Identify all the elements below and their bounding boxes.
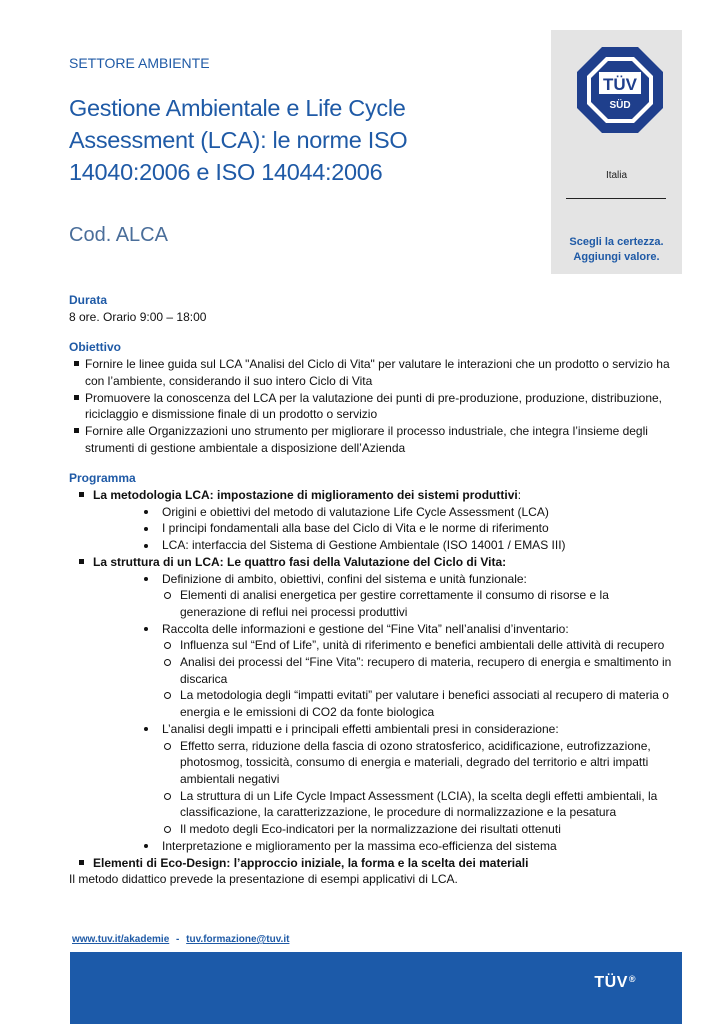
subtopic-item: Elementi di analisi energetica per gestire correttamente il consumo di risorse e la generazione di reflui nei processi produttivi — [162, 587, 677, 620]
course-title: Gestione Ambientale e Life Cycle Assessment (LCA): le norme ISO 14040:2006 e ISO 14044:2006 — [69, 95, 408, 185]
subtopic-item: Il medoto degli Eco-indicatori per la normalizzazione dei risultati ottenuti — [162, 821, 677, 838]
topic-item: I principi fondamentali alla base del Ciclo di Vita e le norme di riferimento — [137, 520, 677, 537]
brand-slogan — [551, 235, 682, 265]
programma-module — [69, 554, 677, 855]
subtopic-item: La struttura di un Life Cycle Impact Assessment (LCIA), la scelta degli effetti ambientali, la classificazione, la caratterizzazione, le procedure di normalizzazione e la pesatura — [162, 788, 677, 821]
obiettivo-item: Fornire le linee guida sul LCA "Analisi del Ciclo di Vita" per valutare le interazioni che un prodotto o servizio ha con l’ambiente, considerando il suo intero Ciclo di Vita — [69, 356, 677, 389]
slogan-line-1: Scegli la certezza. — [569, 236, 664, 248]
programma-heading: Programma — [69, 471, 136, 486]
topic-item: L’analisi degli impatti e i principali effetti ambientali presi in considerazione: Effetto serra, riduzione della fascia di ozono stratosferico, acidificazione, eutrofizzazione, photosmog, tossicità, consumo di energia e materiali, degrado del territorio e altri impatti ambientali negativi La struttura di un Life Cycle Impact Assessment (LCIA), la scelta degli effetti ambientali, la classificazione, la caratterizzazione, le procedure di normalizzazione e la pesatura Il medoto degli Eco-indicatori per la normalizzazione dei risultati ottenuti — [137, 721, 677, 838]
brand-divider — [566, 198, 666, 199]
course-code: Cod. ALCA — [69, 224, 168, 246]
obiettivo-heading: Obiettivo — [69, 340, 122, 355]
subtopic-item: La metodologia degli “impatti evitati” per valutare i benefici associati al recupero di materia o energia e le emissioni di CO2 da fonte biologica — [162, 687, 677, 720]
brand-country: Italia — [605, 170, 628, 181]
topic-item: Origini e obiettivi del metodo di valutazione Life Cycle Assessment (LCA) — [137, 504, 677, 521]
brand-panel — [551, 30, 682, 274]
module-title: La struttura di un LCA: Le quattro fasi della Valutazione del Ciclo di Vita: — [93, 554, 507, 569]
module-title: La metodologia LCA: impostazione di miglioramento dei sistemi produttivi — [93, 488, 518, 503]
subtopic-list — [162, 587, 677, 620]
svg-text:SÜD: SÜD — [609, 100, 631, 111]
topic-item: Definizione di ambito, obiettivi, confini del sistema e unità funzionale: Elementi di analisi energetica per gestire correttamente il consumo di risorse e la generazione di reflui nei processi produttivi — [137, 571, 677, 621]
website-link[interactable]: www.tuv.it/akademie — [72, 934, 170, 945]
obiettivo-list — [69, 356, 677, 456]
programma-list — [69, 487, 677, 871]
tuv-sud-logo-icon — [575, 45, 665, 135]
subtopic-item: Effetto serra, riduzione della fascia di ozono stratosferico, acidificazione, eutrofizzazione, photosmog, tossicità, consumo di energia e materiali, degrado del territorio e altri impatti ambientali negativi — [162, 738, 677, 788]
subtopic-list — [162, 637, 677, 721]
course-content — [69, 292, 677, 888]
topic-item: LCA: interfaccia del Sistema di Gestione Ambientale (ISO 14001 / EMAS III) — [137, 537, 677, 554]
email-link[interactable]: tuv.formazione@tuv.it — [186, 934, 290, 945]
module-topics — [137, 571, 677, 855]
programma-module — [69, 855, 677, 872]
subtopic-item: Influenza sul “End of Life”, unità di riferimento e benefici ambientali delle attività di recupero — [162, 637, 677, 654]
module-title: Elementi di Eco-Design: l’approccio iniziale, la forma e la scelta dei materiali — [93, 855, 529, 870]
contact-links: www.tuv.it/akademie - tuv.formazione@tuv.it — [72, 934, 290, 945]
sector-label: SETTORE AMBIENTE — [69, 55, 210, 71]
closing-note: Il metodo didattico prevede la presentazione di esempi applicativi di LCA. — [69, 872, 458, 887]
subtopic-list — [162, 738, 677, 838]
durata-text: 8 ore. Orario 9:00 – 18:00 — [69, 309, 207, 324]
footer-bar — [70, 952, 682, 1024]
topic-item: Raccolta delle informazioni e gestione del “Fine Vita” nell’analisi d’inventario: Influenza sul “End of Life”, unità di riferimento e benefici ambientali delle attività di recupero Analisi dei processi del “Fine Vita”: recupero di materia, recupero di energia e smaltimento in discarica La metodologia degli “impatti evitati” per valutare i benefici associati al recupero di materia o energia e le emissioni di CO2 da fonte biologica — [137, 621, 677, 721]
obiettivo-item: Promuovere la conoscenza del LCA per la valutazione dei punti di pre-produzione, produzione, distribuzione, riciclaggio e dismissione finale di un prodotto o servizio — [69, 390, 677, 423]
topic-item: Interpretazione e miglioramento per la massima eco-efficienza del sistema — [137, 838, 677, 855]
svg-text:TÜV: TÜV — [603, 75, 637, 94]
slogan-line-2: Aggiungi valore. — [573, 251, 660, 263]
subtopic-item: Analisi dei processi del “Fine Vita”: recupero di materia, recupero di energia e smaltimento in discarica — [162, 654, 677, 687]
module-topics — [137, 504, 677, 554]
footer-brand: TÜV® — [594, 974, 636, 991]
programma-module: La metodologia LCA: impostazione di miglioramento dei sistemi produttivi: Origini e obiettivi del metodo di valutazione Life Cycle Assessment (LCA) I principi fondamentali alla base del Ciclo di Vita e le norme di riferimento LCA: interfaccia del Sistema di Gestione Ambientale (ISO 14001 / EMAS III) — [69, 487, 677, 554]
durata-heading: Durata — [69, 293, 108, 307]
obiettivo-item: Fornire alle Organizzazioni uno strumento per migliorare il processo industriale, che integra l’insieme degli strumenti di gestione ambientale a disposizione dell’Azienda — [69, 423, 677, 456]
